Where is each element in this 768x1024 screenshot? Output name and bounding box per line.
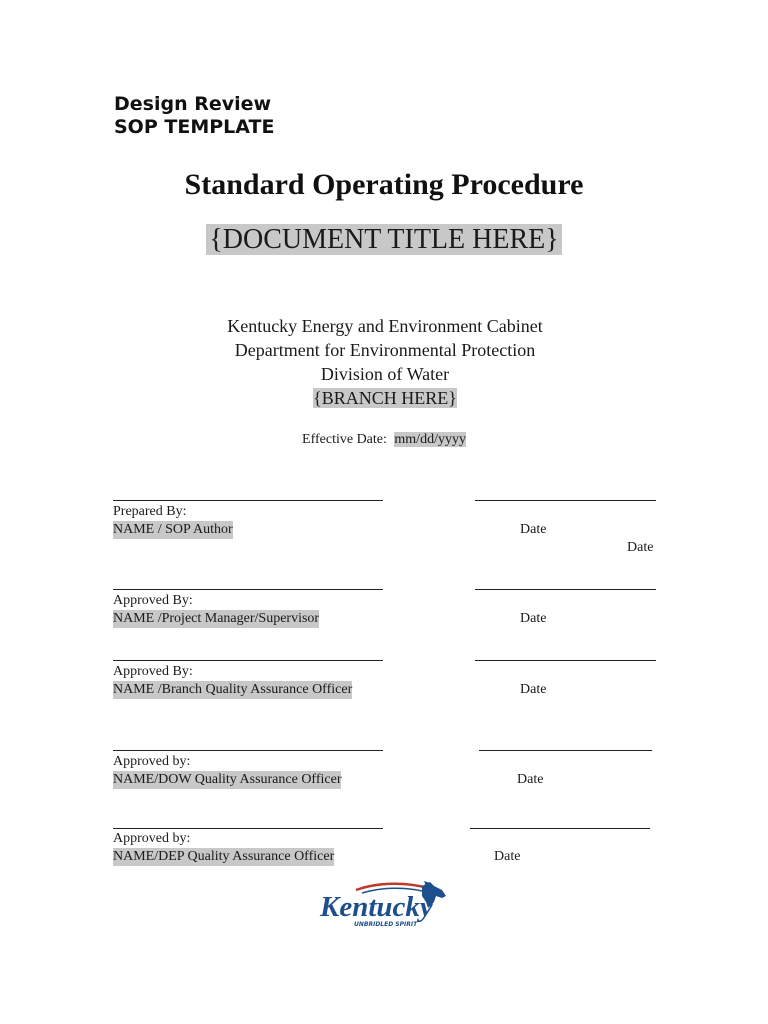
signature-role: Approved By: <box>113 664 193 679</box>
signature-role: Approved by: <box>113 831 191 846</box>
signature-role: Prepared By: <box>113 504 187 519</box>
signature-extra-date-label: Date <box>627 540 654 555</box>
org-division: Division of Water <box>320 364 450 384</box>
signature-line <box>113 589 383 590</box>
effective-date-value[interactable]: mm/dd/yyyy <box>394 432 466 447</box>
header-line-2: SOP TEMPLATE <box>114 116 275 138</box>
org-branch[interactable]: {BRANCH HERE} <box>313 388 457 408</box>
signature-date-label: Date <box>517 772 544 787</box>
document-title-wrapper <box>0 224 768 256</box>
logo-wordmark: Kentucky <box>320 891 433 923</box>
signature-name[interactable]: NAME / SOP Author <box>113 522 233 537</box>
date-line <box>475 589 656 590</box>
document-title[interactable]: {DOCUMENT TITLE HERE} <box>206 224 561 255</box>
logo-tagline: UNBRIDLED SPIRIT <box>354 921 418 928</box>
date-line <box>475 660 656 661</box>
signature-role: Approved By: <box>113 593 193 608</box>
signature-line <box>113 660 383 661</box>
org-cabinet: Kentucky Energy and Environment Cabinet <box>227 316 543 336</box>
signature-date-label: Date <box>494 849 521 864</box>
date-line <box>470 828 650 829</box>
signature-line <box>113 828 383 829</box>
kentucky-logo <box>318 880 450 928</box>
signature-date-label: Date <box>520 611 547 626</box>
effective-date <box>0 432 768 448</box>
signature-date-label: Date <box>520 682 547 697</box>
date-line <box>475 500 656 501</box>
page-title: Standard Operating Procedure <box>184 168 584 201</box>
signature-name[interactable]: NAME /Branch Quality Assurance Officer <box>113 682 353 697</box>
kentucky-logo-graphic <box>318 880 450 928</box>
signature-line <box>113 750 383 751</box>
effective-date-label: Effective Date: <box>302 432 387 447</box>
header-line-1: Design Review <box>114 93 272 115</box>
org-branch-wrapper <box>0 386 768 410</box>
org-department: Department for Environmental Protection <box>234 340 536 360</box>
signature-line <box>113 500 383 501</box>
signature-date-label: Date <box>520 522 547 537</box>
signature-role: Approved by: <box>113 754 191 769</box>
signature-name[interactable]: NAME/DOW Quality Assurance Officer <box>113 772 342 787</box>
date-line <box>479 750 652 751</box>
signature-name[interactable]: NAME/DEP Quality Assurance Officer <box>113 849 335 864</box>
signature-name[interactable]: NAME /Project Manager/Supervisor <box>113 611 320 626</box>
